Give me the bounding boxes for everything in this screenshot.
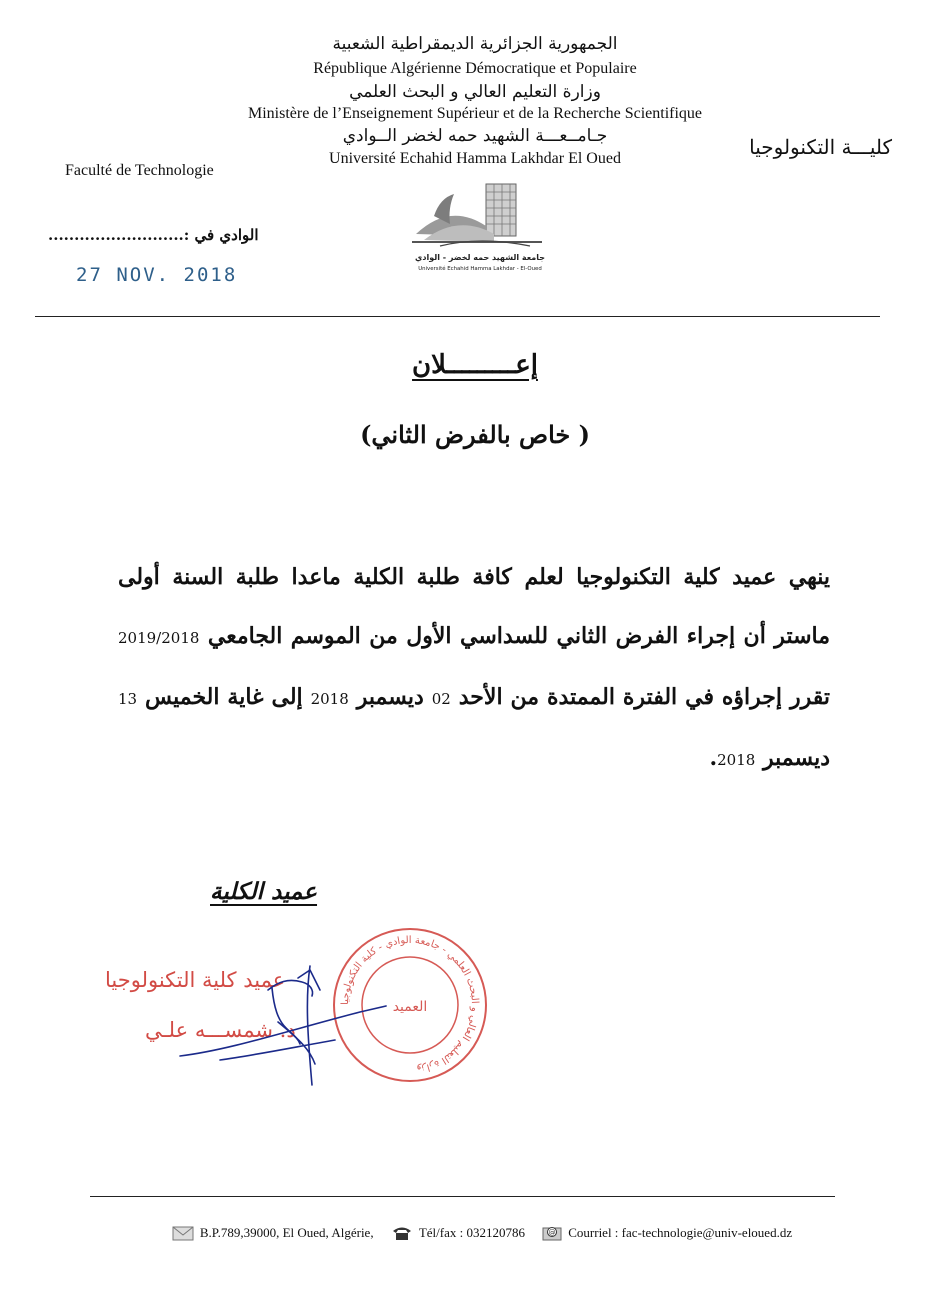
envelope-icon [172, 1226, 194, 1241]
dean-stamp-name: د. شمســـه علـي [145, 1018, 296, 1042]
logo-text-ar: جامعة الشهيد حمه لخضر - الوادي [415, 253, 545, 262]
place-dots: .......................... [48, 226, 184, 244]
footer-address: B.P.789,39000, El Oued, Algérie, [199, 1225, 374, 1241]
header-ministry-fr: Ministère de l’Enseignement Supérieur et de la Recherche Scientifique [247, 105, 703, 122]
academic-year: 2019/2018 [118, 629, 200, 647]
phone-icon [391, 1225, 413, 1241]
body-end: . [709, 745, 718, 771]
body-text-3: ديسمبر [348, 684, 432, 710]
start-year: 2018 [310, 690, 349, 708]
svg-text:@: @ [548, 1228, 556, 1237]
body-text-5: ديسمبر [755, 745, 830, 771]
body-text-2: تقرر إجراؤه في الفترة الممتدة من الأحد [450, 684, 830, 710]
announcement-subtitle: (خاص بالفرض الثاني ) [360, 420, 590, 449]
faculty-name-ar: كليـــة التكنولوجيا [749, 135, 892, 159]
body-text-4: إلى غاية الخميس [137, 684, 311, 710]
dean-title: عميد الكلية [210, 878, 318, 905]
seal-center-text: العميد [392, 999, 428, 1015]
end-day: 13 [118, 690, 138, 708]
university-logo [410, 176, 550, 276]
handwritten-signature [160, 960, 390, 1090]
logo-text-fr: Université Echahid Hamma Lakhdar - El-Oued [418, 266, 542, 272]
end-year: 2018 [717, 751, 756, 769]
header-divider [35, 316, 880, 317]
header-ministry-ar: وزارة التعليم العالي و البحث العلمي [349, 82, 601, 102]
footer-email: Courriel : fac-technologie@univ-eloued.dz [568, 1225, 793, 1241]
date-stamp: 27 NOV. 2018 [76, 264, 238, 286]
header-university-ar: جـامــعـــة الشهيد حمه لخضر الــوادي [342, 126, 608, 146]
header-republic-fr: République Algérienne Démocratique et Populaire [313, 60, 637, 77]
dean-stamp-title: عميد كلية التكنولوجيا [105, 968, 286, 992]
faculty-name-fr: Faculté de Technologie [65, 162, 214, 179]
footer-contact [0, 1224, 950, 1241]
place-label: الوادي في : [183, 226, 259, 244]
footer-phone: Tél/fax : 032120786 [418, 1225, 525, 1241]
header-university-fr: Université Echahid Hamma Lakhdar El Oued [329, 150, 621, 167]
announcement-title: إعـــــــــلان [412, 350, 538, 380]
header-republic-ar: الجمهورية الجزائرية الديمقراطية الشعبية [332, 34, 618, 54]
body-text-1: ينهي عميد كلية التكنولوجيا لعلم كافة طلبة الكلية ماعدا طلبة السنة أولى ماستر أن إجراء الفرض الثاني للسداسي الأول من الموسم الجامعي [118, 564, 830, 649]
announcement-body [118, 548, 830, 790]
email-icon [542, 1225, 562, 1241]
footer-divider [90, 1196, 835, 1197]
place-date-line [48, 226, 259, 244]
start-day: 02 [431, 690, 451, 708]
seal-ring-text: وزارة التعليم العالي و البحث العلمي - جامعة الوادي - كلية التكنولوجيا [339, 934, 481, 1075]
